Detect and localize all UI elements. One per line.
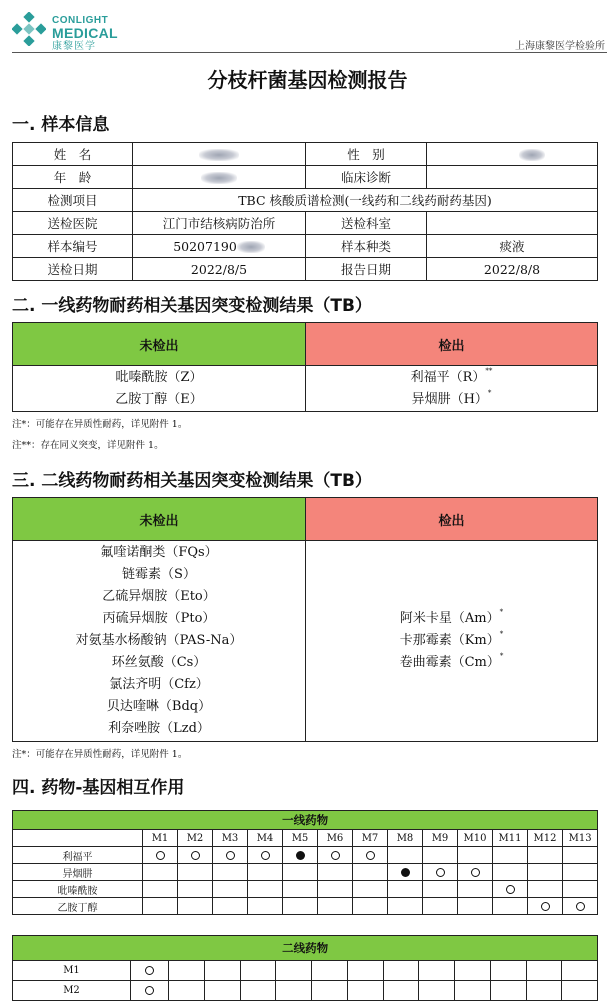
first-line-not-detected-header: 未检出 xyxy=(13,323,306,366)
matrix-column-header: M13 xyxy=(563,830,598,847)
diagnosis-label: 临床诊断 xyxy=(306,166,427,189)
matrix-cell xyxy=(458,881,493,898)
matrix-row-drug: 利福平 xyxy=(13,847,143,864)
matrix-cell xyxy=(213,881,248,898)
send-date-label: 送检日期 xyxy=(13,258,133,281)
matrix-cell xyxy=(388,881,423,898)
age-label: 年 龄 xyxy=(13,166,133,189)
drug-item-mark: * xyxy=(487,388,492,397)
filled-circle-icon xyxy=(296,851,305,860)
drug-item xyxy=(306,367,597,389)
matrix-column-header: M11 xyxy=(493,830,528,847)
matrix-cell xyxy=(419,961,455,981)
second-line-gene-matrix xyxy=(12,935,598,1001)
matrix-cell xyxy=(353,881,388,898)
drug-item xyxy=(306,608,597,630)
matrix-cell xyxy=(458,864,493,881)
matrix-cell xyxy=(493,881,528,898)
matrix-cell xyxy=(528,898,563,915)
drug-item-mark: * xyxy=(499,630,504,638)
second-line-result-table xyxy=(12,497,598,742)
matrix-cell xyxy=(493,898,528,915)
matrix-column-header: M12 xyxy=(528,830,563,847)
matrix-cell xyxy=(248,881,283,898)
diagnosis-value xyxy=(427,166,598,189)
project-value: TBC 核酸质谱检测(一线药和二线药耐药基因) xyxy=(133,189,598,212)
drug-item: 利奈唑胺（Lzd） xyxy=(108,721,210,736)
matrix-cell xyxy=(143,847,178,864)
matrix-cell xyxy=(283,881,318,898)
drug-item-name: 利福平（R） xyxy=(410,369,486,385)
open-circle-icon xyxy=(576,902,585,911)
matrix-cell xyxy=(528,847,563,864)
matrix-cell xyxy=(213,898,248,915)
matrix-cell xyxy=(312,961,348,981)
matrix-cell xyxy=(562,961,598,981)
drug-item-name: 卷曲霉素（Cm） xyxy=(399,655,500,670)
open-circle-icon xyxy=(145,966,154,975)
matrix-cell xyxy=(423,864,458,881)
matrix-cell xyxy=(240,961,276,981)
matrix-cell xyxy=(353,847,388,864)
matrix-cell xyxy=(213,847,248,864)
matrix-cell xyxy=(490,981,526,1001)
open-circle-icon xyxy=(471,868,480,877)
open-circle-icon xyxy=(541,902,550,911)
matrix-cell xyxy=(353,864,388,881)
matrix-cell xyxy=(143,864,178,881)
matrix-column-header: M5 xyxy=(283,830,318,847)
sample-no-label: 样本编号 xyxy=(13,235,133,258)
drug-item-name: 卡那霉素（Km） xyxy=(399,633,500,648)
matrix-cell xyxy=(455,961,491,981)
matrix-row-label: M2 xyxy=(13,981,131,1001)
open-circle-icon xyxy=(366,851,375,860)
matrix-cell xyxy=(131,981,169,1001)
matrix-row xyxy=(13,898,598,915)
section3-note: 注*：可能存在异质性耐药，详见附件 1。 xyxy=(12,749,188,760)
matrix-column-header: M8 xyxy=(388,830,423,847)
matrix-cell xyxy=(318,864,353,881)
drug-item xyxy=(306,389,597,411)
matrix-cell xyxy=(248,898,283,915)
matrix-cell xyxy=(318,898,353,915)
matrix-cell xyxy=(318,847,353,864)
matrix-row xyxy=(13,864,598,881)
matrix-row-drug: 异烟肼 xyxy=(13,864,143,881)
matrix-cell xyxy=(458,847,493,864)
section4-heading: 四. 药物-基因相互作用 xyxy=(12,778,185,798)
matrix-cell xyxy=(423,847,458,864)
name-value xyxy=(133,143,306,166)
open-circle-icon xyxy=(261,851,270,860)
matrix-cell xyxy=(347,981,383,1001)
matrix-cell xyxy=(276,961,312,981)
sample-type-label: 样本种类 xyxy=(306,235,427,258)
drug-item: 氟喹诺酮类（FQs） xyxy=(100,545,218,560)
drug-item: 环丝氨酸（Cs） xyxy=(111,655,207,670)
drug-item-name: 阿米卡星（Am） xyxy=(399,611,500,626)
open-circle-icon xyxy=(436,868,445,877)
report-date-value: 2022/8/8 xyxy=(427,258,598,281)
drug-item-name: 异烟肼（H） xyxy=(411,391,488,407)
send-date-value: 2022/8/5 xyxy=(133,258,306,281)
matrix-cell xyxy=(204,981,240,1001)
section2-note1: 注*：可能存在异质性耐药，详见附件 1。 xyxy=(12,419,188,430)
matrix-cell xyxy=(169,981,205,1001)
matrix-cell xyxy=(248,847,283,864)
first-line-gene-matrix xyxy=(12,810,598,915)
matrix-cell xyxy=(383,981,419,1001)
drug-item-mark: * xyxy=(499,652,504,660)
first-line-not-detected-list xyxy=(13,366,306,412)
matrix-cell xyxy=(347,961,383,981)
first-line-detected-list xyxy=(306,366,598,412)
matrix-cell xyxy=(248,864,283,881)
matrix-cell xyxy=(312,981,348,1001)
matrix-cell xyxy=(458,898,493,915)
section3-heading: 三. 二线药物耐药相关基因突变检测结果（TB） xyxy=(12,471,372,491)
matrix-cell xyxy=(283,847,318,864)
matrix-row xyxy=(13,981,598,1001)
matrix-cell xyxy=(388,847,423,864)
matrix-row-drug: 乙胺丁醇 xyxy=(13,898,143,915)
filled-circle-icon xyxy=(401,868,410,877)
first-line-result-table xyxy=(12,322,598,412)
drug-item xyxy=(306,630,597,652)
sample-no-text: 50207190 xyxy=(173,238,237,254)
matrix-cell xyxy=(528,881,563,898)
matrix-column-header: M1 xyxy=(143,830,178,847)
drug-item: 贝达喹啉（Bdq） xyxy=(106,699,212,714)
matrix-row-label: M1 xyxy=(13,961,131,981)
sample-no-value xyxy=(133,235,306,258)
matrix-cell xyxy=(318,881,353,898)
matrix-cell xyxy=(490,961,526,981)
matrix-cell xyxy=(388,864,423,881)
matrix-cell xyxy=(493,847,528,864)
name-label: 姓 名 xyxy=(13,143,133,166)
matrix-cell xyxy=(276,981,312,1001)
open-circle-icon xyxy=(156,851,165,860)
drug-item: 丙硫异烟胺（Pto） xyxy=(102,611,216,626)
drug-item: 链霉素（S） xyxy=(122,567,196,582)
matrix-cell xyxy=(283,864,318,881)
report-header xyxy=(0,0,615,58)
drug-item xyxy=(306,652,597,674)
gender-label: 性 别 xyxy=(306,143,427,166)
section2-heading: 二. 一线药物耐药相关基因突变检测结果（TB） xyxy=(12,296,372,316)
matrix-cell xyxy=(178,847,213,864)
drug-item: 乙胺丁醇（E） xyxy=(115,391,203,407)
project-label: 检测项目 xyxy=(13,189,133,212)
matrix-cell xyxy=(178,881,213,898)
matrix-column-header: M3 xyxy=(213,830,248,847)
first-line-detected-header: 检出 xyxy=(306,323,598,366)
matrix-cell xyxy=(213,864,248,881)
open-circle-icon xyxy=(331,851,340,860)
matrix-cell xyxy=(563,898,598,915)
open-circle-icon xyxy=(226,851,235,860)
dept-value xyxy=(427,212,598,235)
matrix-column-header: M10 xyxy=(458,830,493,847)
matrix-cell xyxy=(563,847,598,864)
matrix-cell xyxy=(526,961,562,981)
matrix-row xyxy=(13,961,598,981)
matrix-corner-cell xyxy=(13,830,143,847)
matrix-cell xyxy=(131,961,169,981)
open-circle-icon xyxy=(506,885,515,894)
matrix-cell xyxy=(526,981,562,1001)
logo-line2: MEDICAL xyxy=(52,25,118,41)
matrix-cell xyxy=(178,898,213,915)
second-line-detected-list xyxy=(306,541,598,742)
drug-item: 对氨基水杨酸钠（PAS-Na） xyxy=(75,633,243,648)
matrix-cell xyxy=(240,981,276,1001)
page-title: 分枝杆菌基因检测报告 xyxy=(207,68,408,92)
matrix-cell xyxy=(204,961,240,981)
drug-item: 氯法齐明（Cfz） xyxy=(109,677,209,692)
matrix-row xyxy=(13,881,598,898)
matrix-column-header: M9 xyxy=(423,830,458,847)
report-date-label: 报告日期 xyxy=(306,258,427,281)
matrix-cell xyxy=(283,898,318,915)
drug-item: 吡嗪酰胺（Z） xyxy=(115,369,203,385)
logo-cn: 康黎医学 xyxy=(52,41,96,52)
matrix-column-header: M2 xyxy=(178,830,213,847)
matrix-cell xyxy=(455,981,491,1001)
matrix-column-header: M4 xyxy=(248,830,283,847)
drug-item: 乙硫异烟胺（Eto） xyxy=(102,589,216,604)
second-line-matrix-title: 二线药物 xyxy=(13,936,598,961)
matrix-cell xyxy=(353,898,388,915)
matrix-cell xyxy=(388,898,423,915)
sample-info-table xyxy=(12,142,598,281)
second-line-not-detected-header: 未检出 xyxy=(13,498,306,541)
matrix-cell xyxy=(178,864,213,881)
open-circle-icon xyxy=(145,986,154,995)
matrix-row-drug: 吡嗪酰胺 xyxy=(13,881,143,898)
header-divider xyxy=(12,52,607,53)
first-line-matrix-title: 一线药物 xyxy=(13,811,598,830)
logo-line1: CONLIGHT xyxy=(52,15,109,26)
age-value xyxy=(133,166,306,189)
matrix-cell xyxy=(528,864,563,881)
matrix-cell xyxy=(419,981,455,1001)
matrix-column-header: M6 xyxy=(318,830,353,847)
matrix-cell xyxy=(563,881,598,898)
matrix-row xyxy=(13,847,598,864)
matrix-cell xyxy=(383,961,419,981)
section1-heading: 一. 样本信息 xyxy=(12,115,110,135)
drug-item-mark: * xyxy=(499,608,504,616)
matrix-cell xyxy=(563,864,598,881)
matrix-column-header: M7 xyxy=(353,830,388,847)
matrix-cell xyxy=(423,881,458,898)
drug-item-mark: ** xyxy=(485,366,493,375)
gender-value xyxy=(427,143,598,166)
hospital-value: 江门市结核病防治所 xyxy=(133,212,306,235)
matrix-cell xyxy=(143,898,178,915)
dept-label: 送检科室 xyxy=(306,212,427,235)
second-line-not-detected-list xyxy=(13,541,306,742)
matrix-cell xyxy=(143,881,178,898)
matrix-cell xyxy=(169,961,205,981)
matrix-cell xyxy=(493,864,528,881)
second-line-detected-header: 检出 xyxy=(306,498,598,541)
open-circle-icon xyxy=(191,851,200,860)
conlight-logo-icon xyxy=(12,12,46,46)
section2-note2: 注**：存在同义突变，详见附件 1。 xyxy=(12,440,164,451)
org-name: 上海康黎医学检验所 xyxy=(515,41,605,52)
hospital-label: 送检医院 xyxy=(13,212,133,235)
matrix-header-row xyxy=(13,830,598,847)
matrix-cell xyxy=(423,898,458,915)
sample-type-value: 痰液 xyxy=(427,235,598,258)
matrix-cell xyxy=(562,981,598,1001)
